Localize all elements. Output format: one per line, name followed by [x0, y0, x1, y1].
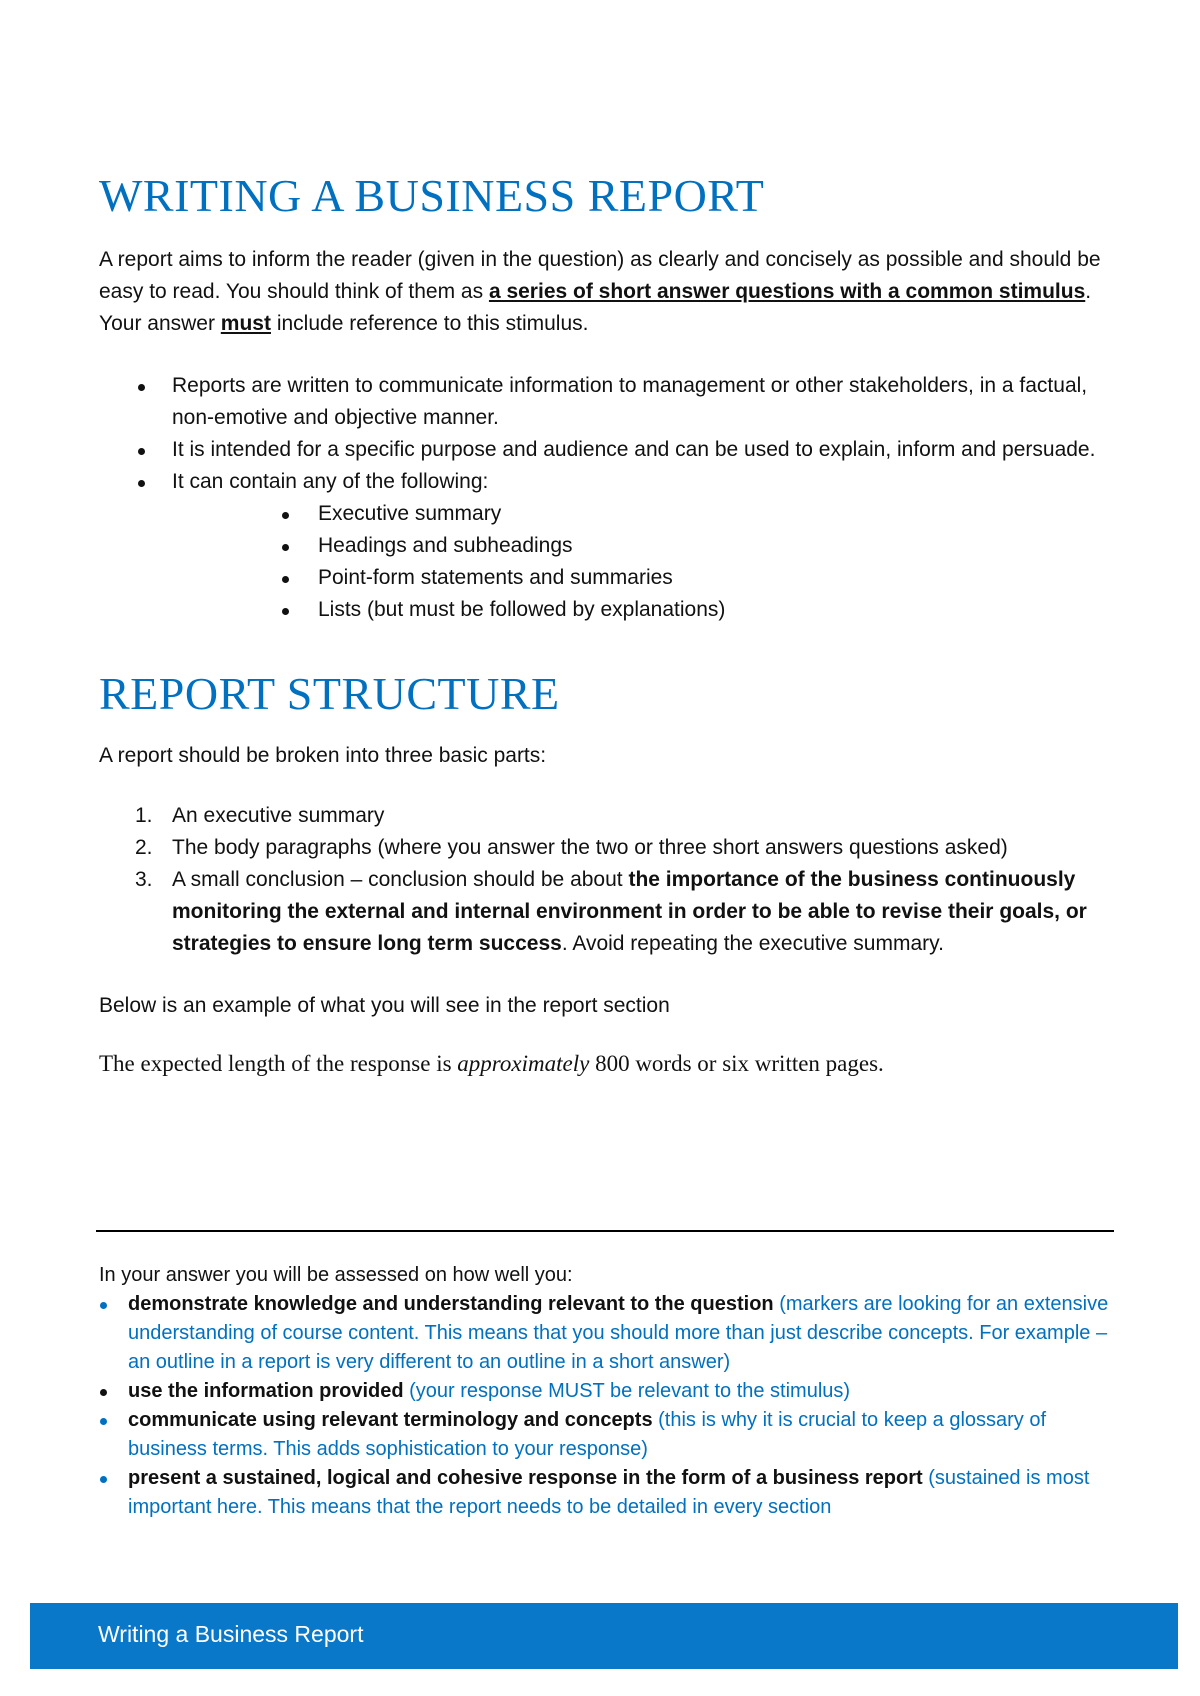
bullet-icon [100, 1389, 107, 1396]
intro-underline-must: must [220, 312, 271, 335]
list-item-text: It can contain any of the following: [172, 470, 489, 493]
numbered-item-bold-text: the importance of the business continuously monitoring the external and internal environment in order to be able to revise their goals, or strategies to ensure long term success [172, 868, 1087, 955]
sub-list-item-text: Lists (but must be followed by explanations) [318, 598, 726, 621]
intro-text: A report aims to inform the reader (given in the question) as clearly and concisely as possible and should be easy to read. You should think of them as [99, 248, 1101, 303]
assessment-item [99, 1290, 1109, 1377]
example-line: Below is an example of what you will see in the report section [99, 994, 670, 1017]
assessment-item-bold: communicate using relevant terminology and concepts [128, 1409, 653, 1431]
assessment-item [99, 1464, 1109, 1522]
assessment-section [99, 1261, 1109, 1522]
report-sub-bullet-list [99, 498, 1109, 626]
bullet-icon [138, 480, 145, 487]
assessment-intro: In your answer you will be assessed on how well you: [99, 1264, 573, 1286]
assessment-item-note: (markers are looking for an extensive understanding of course content. This means that you should more than just describe concepts. For example – an outline in a report is very different to an outline in a short answer) [128, 1293, 1109, 1373]
assessment-item-bold: present a sustained, logical and cohesive response in the form of a business report [128, 1467, 923, 1489]
list-item [99, 466, 1109, 498]
numbered-item-text-end: . Avoid repeating the executive summary. [561, 932, 944, 955]
footer-title: Writing a Business Report [98, 1621, 364, 1647]
page-footer [30, 1603, 1178, 1669]
bullet-icon [282, 576, 289, 583]
assessment-item [99, 1406, 1109, 1464]
bullet-icon [282, 608, 289, 615]
list-item-text: It is intended for a specific purpose and audience and can be used to explain, inform and persuade. [172, 438, 1096, 461]
horizontal-rule [96, 1230, 1114, 1232]
page-title: WRITING A BUSINESS REPORT [99, 170, 765, 221]
bullet-icon [138, 448, 145, 455]
assessment-item-bold: demonstrate knowledge and understanding relevant to the question [128, 1293, 774, 1315]
sub-list-item [99, 562, 1109, 594]
assessment-item-note: (sustained is most important here. This means that the report needs to be detailed in every section [128, 1467, 1090, 1518]
intro-underline-stimulus: a series of short answer questions with a common stimulus [488, 280, 1086, 303]
length-italic: approximately [457, 1051, 590, 1076]
sub-list-item [99, 498, 1109, 530]
main-content [99, 168, 1109, 1080]
expected-length [99, 1048, 1109, 1080]
numbered-item [99, 832, 1109, 864]
intro-text-3: include reference to this stimulus. [270, 312, 589, 335]
numbered-item-text: The body paragraphs (where you answer the two or three short answers questions asked) [172, 836, 1008, 859]
list-item-text: Reports are written to communicate information to management or other stakeholders, in a factual, non-emotive and objective manner. [172, 374, 1088, 429]
structure-numbered-list [99, 800, 1109, 960]
bullet-icon [100, 1418, 107, 1425]
sub-list-item [99, 594, 1109, 626]
numbered-item-text: A small conclusion – conclusion should be about [172, 868, 629, 891]
sub-list-item [99, 530, 1109, 562]
sub-list-item-text: Executive summary [318, 502, 502, 525]
numbered-item-text: An executive summary [172, 804, 385, 827]
assessment-list [99, 1290, 1109, 1522]
bullet-icon [100, 1302, 107, 1309]
structure-intro: A report should be broken into three basic parts: [99, 744, 547, 767]
length-text-end: 800 words or six written pages. [589, 1051, 884, 1076]
assessment-item-bold: use the information provided [128, 1380, 404, 1402]
item-number: 2. [135, 836, 153, 859]
numbered-item [99, 864, 1109, 960]
item-number: 3. [135, 868, 153, 891]
length-text: The expected length of the response is [99, 1051, 458, 1076]
report-bullet-list [99, 370, 1109, 498]
intro-text-2: . Your answer [99, 280, 1092, 335]
sub-list-item-text: Headings and subheadings [318, 534, 573, 557]
list-item [99, 434, 1109, 466]
assessment-item [99, 1377, 1109, 1406]
item-number: 1. [135, 804, 153, 827]
sub-list-item-text: Point-form statements and summaries [318, 566, 673, 589]
numbered-item [99, 800, 1109, 832]
assessment-item-note: (this is why it is crucial to keep a glossary of business terms. This adds sophistication to your response) [128, 1409, 1047, 1460]
bullet-icon [282, 512, 289, 519]
bullet-icon [138, 384, 145, 391]
intro-paragraph [99, 244, 1109, 340]
bullet-icon [100, 1476, 107, 1483]
bullet-icon [282, 544, 289, 551]
assessment-item-note: (your response MUST be relevant to the stimulus) [403, 1380, 851, 1402]
section-heading-report-structure: REPORT STRUCTURE [99, 668, 560, 719]
list-item [99, 370, 1109, 434]
